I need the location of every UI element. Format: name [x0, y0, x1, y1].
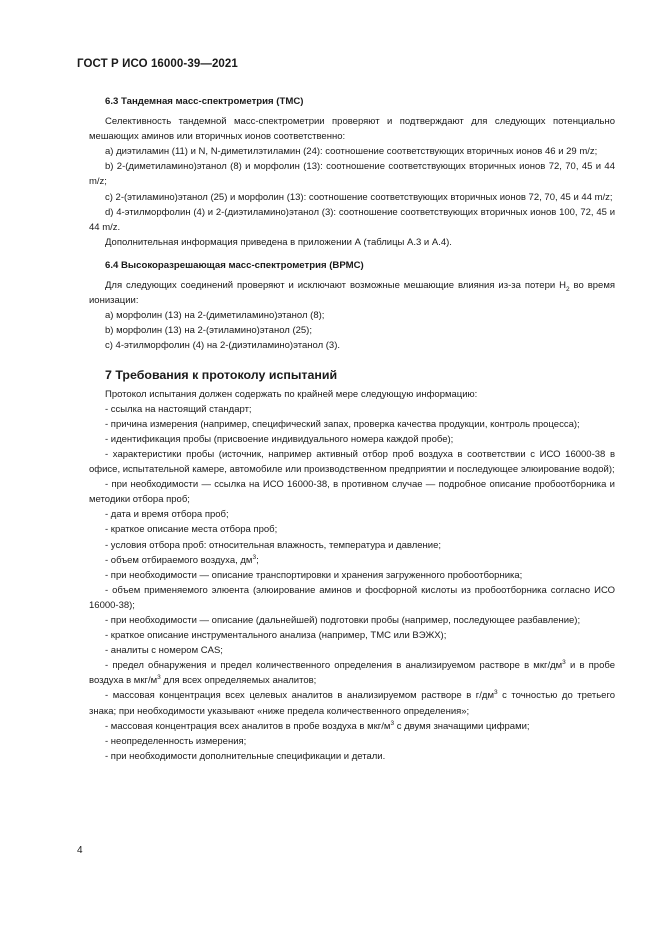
section-6-4-item-a: a) морфолин (13) на 2-(диметиламино)этанол (8);: [105, 310, 325, 322]
section-6-3-item-d: d) 4-этилморфолин (4) и 2-(диэтиламино)этанол (3): соотношение соответствующих вторичных ионов 100, 72, 45 и 44 m/z.: [89, 206, 615, 233]
h2-formula: $H_2$: [559, 280, 570, 293]
report-item: - дата и время отбора проб;: [105, 509, 229, 521]
report-item: - объем применяемого элюента (элюирование аминов и фосфорной кислоты из пробоотборника согласно ИСО 16000-38);: [89, 584, 615, 611]
section-6-4-item-c: c) 4-этилморфолин (4) на 2-(диэтиламино)этанол (3).: [105, 340, 341, 352]
section-6-3-item-a: a) диэтиламин (11) и N, N-диметилэтиламин (24): соотношение соответствующих вторичных ионов 46 и 29 m/z;: [105, 146, 598, 158]
document-header: ГОСТ Р ИСО 16000-39—2021: [77, 58, 238, 70]
report-item: - аналиты с номером CAS;: [105, 645, 223, 657]
report-item: - характеристики пробы (источник, например активный отбор проб воздуха в соответствии с ИСО 16000-38 в офисе, испытательной камере, автомобиле или производственном предприятии и последующее элюирование водой);: [89, 448, 615, 476]
report-item-mass-solution: - массовая концентрация всех целевых аналитов в анализируемом растворе в $г/дм^3$ с точностью до третьего знака; при необходимости указывают «ниже предела количественного определения»;: [89, 689, 615, 717]
document-body: [89, 94, 615, 764]
section-6-3-heading: 6.3 Тандемная масс-спектрометрия (ТМС): [105, 96, 304, 107]
report-item-mass-air: - массовая концентрация всех аналитов в пробе воздуха в мкг/$м^3$ с двумя значащими цифрами;: [105, 719, 530, 732]
section-6-3-intro: Селективность тандемной масс-спектрометрии проверяют и подтверждают для следующих потенциально мешающих аминов или вторичных ионов соответственно:: [89, 116, 615, 143]
section-6-3-item-c: c) 2-(этиламино)этанол (25) и морфолин (13): соотношение соответствующих вторичных ионов 72, 70, 45 и 44 m/z;: [105, 191, 613, 203]
section-6-4-intro-start: Для следующих соединений проверяют и исключают возможные мешающие влияния из-за потери: [105, 280, 556, 292]
section-7-intro: Протокол испытания должен содержать по крайней мере следующую информацию:: [105, 388, 478, 400]
report-item: - при необходимости — описание транспортировки и хранения загруженного пробоотборника;: [105, 569, 523, 581]
report-item-volume: - объем отбираемого воздуха, $дм^3$;: [105, 553, 259, 566]
report-item: - условия отбора проб: относительная влажность, температура и давление;: [105, 539, 442, 551]
page-number: 4: [77, 845, 83, 856]
section-6-4-intro-end: во время ионизации:: [89, 280, 615, 307]
report-item: - причина измерения (например, специфический запах, проверка качества продукции, контроль процесса);: [105, 418, 580, 430]
report-item-lod: - предел обнаружения и предел количественного определения в анализируемом растворе в мкг/$дм^3$ и в пробе воздуха в мкг/$м^3$ для всех определяемых аналитов;: [89, 659, 615, 687]
report-item: - идентификация пробы (присвоение индивидуального номера каждой пробе);: [105, 433, 454, 445]
section-6-3-item-b: b) 2-(диметиламино)этанол (8) и морфолин (13): соотношение соответствующих вторичных ионов 72, 70, 45 и 44 m/z;: [89, 161, 615, 188]
report-item: - при необходимости дополнительные спецификации и детали.: [105, 750, 386, 762]
report-item: - при необходимости — описание (дальнейшей) подготовки пробы (например, последующее разбавление);: [105, 615, 581, 626]
report-item: - при необходимости — ссылка на ИСО 16000-38, в противном случае — подробное описание пробоотборника и методики отбора проб;: [89, 479, 615, 506]
section-6-4-item-b: b) морфолин (13) на 2-(этиламино)этанол (25);: [105, 325, 312, 337]
report-item: - ссылка на настоящий стандарт;: [105, 403, 252, 415]
report-item: - краткое описание инструментального анализа (например, ТМС или ВЭЖХ);: [105, 630, 447, 642]
section-6-4-intro: [89, 278, 615, 308]
section-6-4-heading: 6.4 Высокоразрешающая масс-спектрометрия (ВРМС): [105, 259, 364, 271]
report-item: - краткое описание места отбора проб;: [105, 524, 278, 536]
section-6-3-note: Дополнительная информация приведена в приложении А (таблицы А.3 и А.4).: [105, 236, 452, 248]
report-item: - неопределенность измерения;: [105, 735, 247, 747]
section-7-heading: 7 Требования к протоколу испытаний: [105, 367, 338, 382]
